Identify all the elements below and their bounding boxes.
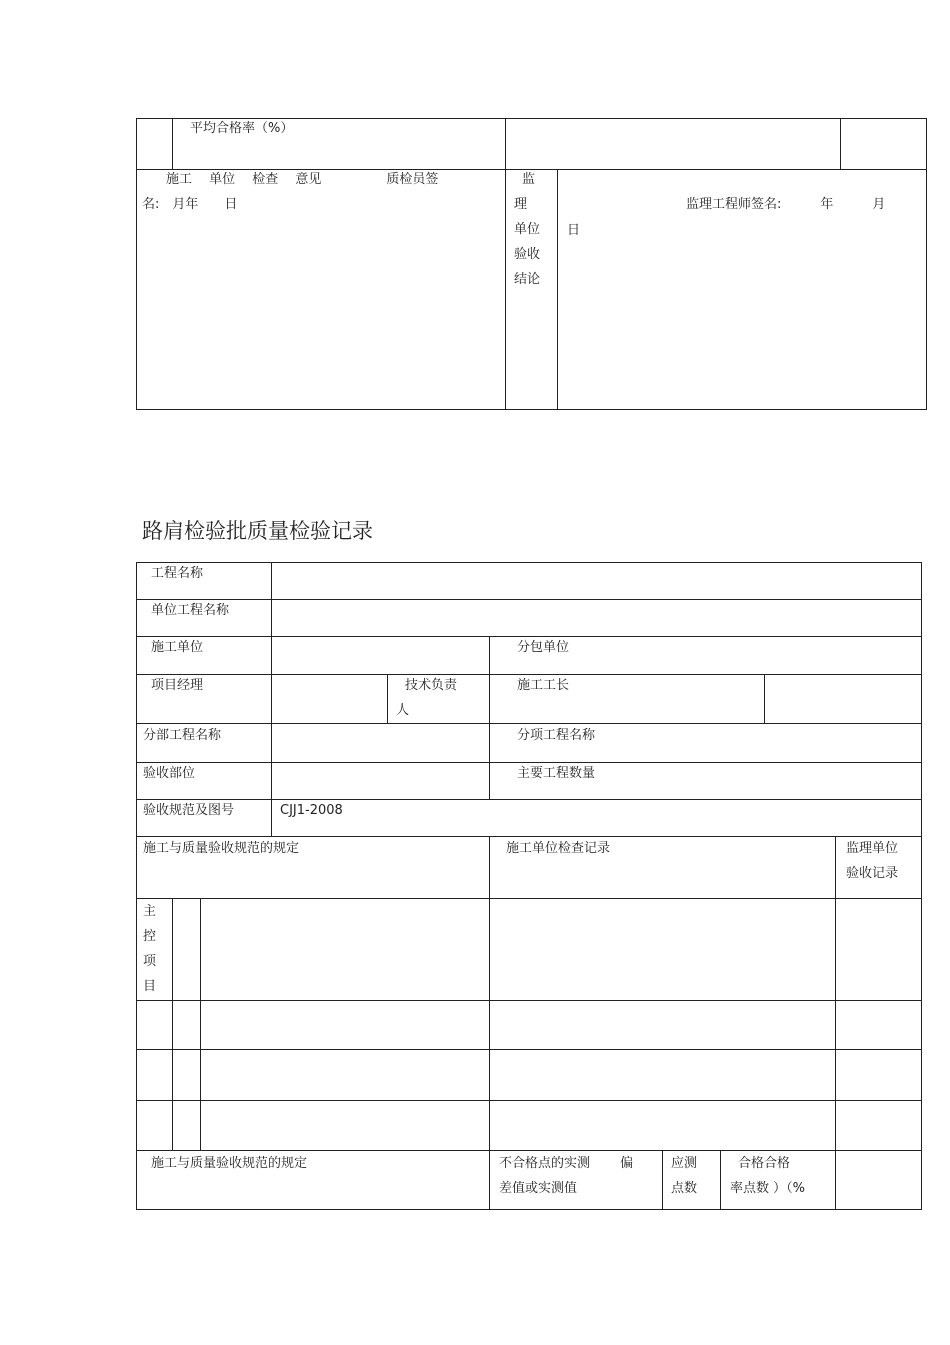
rule [764, 674, 765, 724]
spec-value: CJJ1-2008 [280, 803, 343, 818]
tech-lead-label: 技术负责 [405, 678, 458, 693]
supervisor-signature-label: 监理工程师签名: 年 月 [686, 197, 886, 212]
contractor-signature-date: 名: 月年 日 [142, 197, 238, 212]
rule [136, 562, 137, 1210]
rule [505, 118, 506, 410]
rule [172, 118, 173, 169]
main-quantity-label: 主要工程数量 [517, 766, 596, 781]
avg-pass-rate-label: 平均合格率（%） [190, 121, 294, 136]
contractor-label: 施工单位 [151, 640, 204, 655]
rule [136, 599, 922, 600]
rule [662, 1150, 663, 1210]
rule [840, 118, 841, 169]
division-label: 分部工程名称 [143, 728, 222, 743]
main-control-items-label: 主 控 项 目 [143, 904, 157, 994]
rule [387, 674, 388, 724]
rule [172, 898, 173, 1151]
rule [136, 799, 922, 800]
rules-label: 施工与质量验收规范的规定 [143, 841, 300, 856]
nonconform-label: 不合格点的实测 偏 [499, 1156, 634, 1171]
supervisor-date-day: 日 [567, 223, 581, 238]
nonconform-label-cont: 差值或实测值 [499, 1181, 578, 1196]
rule [136, 1100, 922, 1101]
rule [489, 836, 490, 1210]
spec-label: 验收规范及图号 [143, 803, 235, 818]
rule [136, 1049, 922, 1050]
rule [136, 1000, 922, 1001]
rule [136, 409, 927, 410]
rule [271, 562, 272, 837]
pass-rate-label-cont: 率点数 ）（% [730, 1181, 805, 1196]
supervision-record-label: 监理单位 [846, 841, 899, 856]
rule [136, 1209, 922, 1210]
tech-lead-label-cont: 人 [396, 703, 410, 718]
rule [557, 169, 558, 410]
rule [926, 118, 927, 410]
rule [489, 636, 490, 800]
rule [921, 562, 922, 1210]
project-manager-label: 项目经理 [151, 678, 204, 693]
site-foreman-label: 施工工长 [517, 678, 570, 693]
page-title: 路肩检验批质量检验记录 [142, 519, 373, 543]
supervision-conclusion-label: 监 理 单位 验收 结论 [514, 172, 541, 287]
subcontractor-label: 分包单位 [517, 640, 570, 655]
rule [136, 562, 922, 563]
subitem-label: 分项工程名称 [517, 728, 596, 743]
project-name-label: 工程名称 [151, 566, 204, 581]
unit-project-label: 单位工程名称 [151, 603, 230, 618]
pass-rate-label: 合格合格 [738, 1156, 791, 1171]
rule [720, 1150, 721, 1210]
supervision-record-label-cont: 验收记录 [846, 866, 899, 881]
rule [200, 898, 201, 1151]
rules-label-general: 施工与质量验收规范的规定 [151, 1156, 308, 1171]
rule [136, 118, 137, 410]
points-label: 应测 [671, 1156, 698, 1171]
points-label-cont: 点数 [671, 1181, 698, 1196]
contractor-opinion-label: 施工 单位 检查 意见 质检员签 [166, 172, 439, 187]
acceptance-part-label: 验收部位 [143, 766, 196, 781]
contractor-record-label: 施工单位检查记录 [506, 841, 611, 856]
rule [136, 898, 922, 899]
rule [835, 836, 836, 1210]
